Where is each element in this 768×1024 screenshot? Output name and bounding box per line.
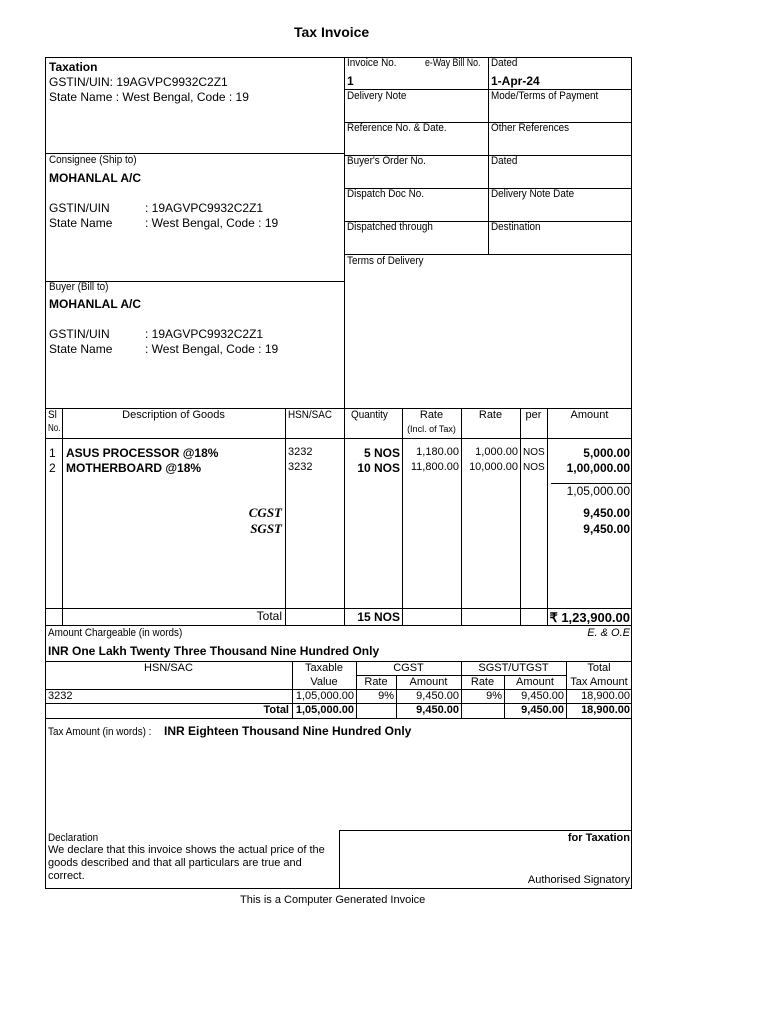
tax-col-cgst-amount: Amount xyxy=(409,676,448,688)
tax-total-cgst: 9,450.00 xyxy=(416,704,459,716)
mode-terms-label: Mode/Terms of Payment xyxy=(491,90,599,102)
tax-col-tax-amount: Tax Amount xyxy=(570,676,628,688)
tax-total-sgst: 9,450.00 xyxy=(521,704,564,716)
page-title: Tax Invoice xyxy=(294,24,370,40)
item-sl: 1 xyxy=(49,446,56,460)
col-sl: Sl xyxy=(48,409,57,421)
item-rate-incl: 1,180.00 xyxy=(416,446,459,458)
total-label: Total xyxy=(256,609,282,623)
delivery-note-date-label: Delivery Note Date xyxy=(491,188,575,200)
seller-state: State Name : West Bengal, Code : 19 xyxy=(49,90,249,104)
tax-name-cgst: CGST xyxy=(248,505,282,520)
item-amount: 5,000.00 xyxy=(583,446,630,460)
consignee-state: : West Bengal, Code : 19 xyxy=(145,216,279,230)
item-description: ASUS PROCESSOR @18% xyxy=(66,446,219,460)
eway-bill-label: e-Way Bill No. xyxy=(425,57,481,69)
consignee-label: Consignee (Ship to) xyxy=(49,154,137,166)
tax-row-cgst-amount: 9,450.00 xyxy=(416,690,459,702)
item-rate-incl: 11,800.00 xyxy=(410,461,459,473)
computer-generated-note: This is a Computer Generated Invoice xyxy=(240,894,426,906)
tax-col-cgst-rate: Rate xyxy=(364,676,388,688)
item-amount: 1,00,000.00 xyxy=(566,461,630,475)
tax-total-total: 18,900.00 xyxy=(581,704,630,716)
amount-words: INR One Lakh Twenty Three Thousand Nine Hundred Only xyxy=(48,644,380,658)
order-dated-label: Dated xyxy=(491,155,518,167)
tax-col-sgst-rate: Rate xyxy=(470,676,495,688)
for-company: for Taxation xyxy=(567,832,630,844)
buyer-state: : West Bengal, Code : 19 xyxy=(145,342,279,356)
seller-gstin: GSTIN/UIN: 19AGVPC9932C2Z1 xyxy=(49,75,228,89)
consignee-gstin: : 19AGVPC9932C2Z1 xyxy=(145,201,264,215)
buyer-state-label: State Name xyxy=(49,342,113,356)
tax-row-total: 18,900.00 xyxy=(581,690,630,702)
top-split-line xyxy=(344,57,345,408)
col-hsn: HSN/SAC xyxy=(288,409,333,421)
tax-name-sgst: SGST xyxy=(250,521,282,536)
tax-row-hsn: 3232 xyxy=(48,690,73,702)
destination-label: Destination xyxy=(491,221,541,233)
total-quantity: 15 NOS xyxy=(357,610,400,624)
dispatched-through-label: Dispatched through xyxy=(347,221,433,233)
subtotal-amount: 1,05,000.00 xyxy=(566,484,630,498)
tax-row-sgst-rate: 9% xyxy=(486,690,502,702)
eoe: E. & O.E xyxy=(587,627,630,639)
tax-total-taxable: 1,05,000.00 xyxy=(295,704,354,716)
grand-total: ₹ 1,23,900.00 xyxy=(549,610,630,625)
tax-row-sgst-amount: 9,450.00 xyxy=(521,690,564,702)
tax-amount-cgst: 9,450.00 xyxy=(583,506,630,520)
authorised-signatory: Authorised Signatory xyxy=(527,874,630,886)
item-sl: 2 xyxy=(49,461,56,475)
tax-col-sgst-amount: Amount xyxy=(516,676,554,688)
declaration-line-2: goods described and that all particulars are true and xyxy=(48,857,302,869)
invoice-no-label: Invoice No. xyxy=(347,57,397,69)
seller-name: Taxation xyxy=(49,60,98,74)
tax-words-label: Tax Amount (in words) : xyxy=(48,726,152,738)
col-description: Description of Goods xyxy=(122,409,225,421)
consignee-name: MOHANLAL A/C xyxy=(49,171,141,185)
dispatch-doc-label: Dispatch Doc No. xyxy=(347,188,425,200)
declaration-line-1: We declare that this invoice shows the actual price of the xyxy=(48,844,325,856)
item-description: MOTHERBOARD @18% xyxy=(66,461,202,475)
consignee-gstin-label: GSTIN/UIN xyxy=(49,201,110,215)
col-sl-no: No. xyxy=(48,423,61,434)
item-quantity: 10 NOS xyxy=(357,461,400,475)
col-rate-incl: Rate xyxy=(419,409,444,421)
item-rate: 1,000.00 xyxy=(475,446,518,458)
tax-words: INR Eighteen Thousand Nine Hundred Only xyxy=(164,724,412,738)
terms-of-delivery-label: Terms of Delivery xyxy=(347,255,424,267)
amount-words-label: Amount Chargeable (in words) xyxy=(48,627,183,639)
consignee-state-label: State Name xyxy=(49,216,113,230)
item-rate: 10,000.00 xyxy=(469,461,518,473)
tax-col-total: Total xyxy=(587,662,611,674)
buyer-gstin: : 19AGVPC9932C2Z1 xyxy=(145,327,264,341)
buyer-label: Buyer (Bill to) xyxy=(49,281,109,293)
invoice-no: 1 xyxy=(347,74,354,88)
dated-label: Dated xyxy=(491,57,518,69)
buyers-order-label: Buyer's Order No. xyxy=(347,155,426,167)
tax-col-value: Value xyxy=(310,676,338,688)
tax-col-cgst: CGST xyxy=(393,662,424,674)
buyer-gstin-label: GSTIN/UIN xyxy=(49,327,110,341)
col-quantity: Quantity xyxy=(351,409,388,421)
tax-total-label: Total xyxy=(263,704,289,716)
col-rate-incl-sub: (Incl. of Tax) xyxy=(407,424,456,434)
tax-amount-sgst: 9,450.00 xyxy=(583,522,630,536)
other-references-label: Other References xyxy=(491,122,570,134)
col-per: per xyxy=(525,409,542,421)
item-per: NOS xyxy=(523,447,545,458)
tax-col-sgst: SGST/UTGST xyxy=(478,662,549,674)
reference-label: Reference No. & Date. xyxy=(347,122,447,134)
declaration-line-3: correct. xyxy=(48,870,85,882)
item-quantity: 5 NOS xyxy=(363,446,400,460)
tax-col-taxable: Taxable xyxy=(305,662,343,674)
tax-row-taxable: 1,05,000.00 xyxy=(295,690,354,702)
dated-value: 1-Apr-24 xyxy=(491,74,540,88)
col-rate: Rate xyxy=(478,409,503,421)
item-hsn: 3232 xyxy=(288,461,313,473)
col-amount: Amount xyxy=(570,409,609,421)
item-per: NOS xyxy=(523,462,545,473)
declaration-label: Declaration xyxy=(48,832,99,844)
buyer-name: MOHANLAL A/C xyxy=(49,297,141,311)
tax-row-cgst-rate: 9% xyxy=(378,690,394,702)
delivery-note-label: Delivery Note xyxy=(347,90,407,102)
tax-col-hsn: HSN/SAC xyxy=(144,662,193,674)
item-hsn: 3232 xyxy=(288,446,313,458)
